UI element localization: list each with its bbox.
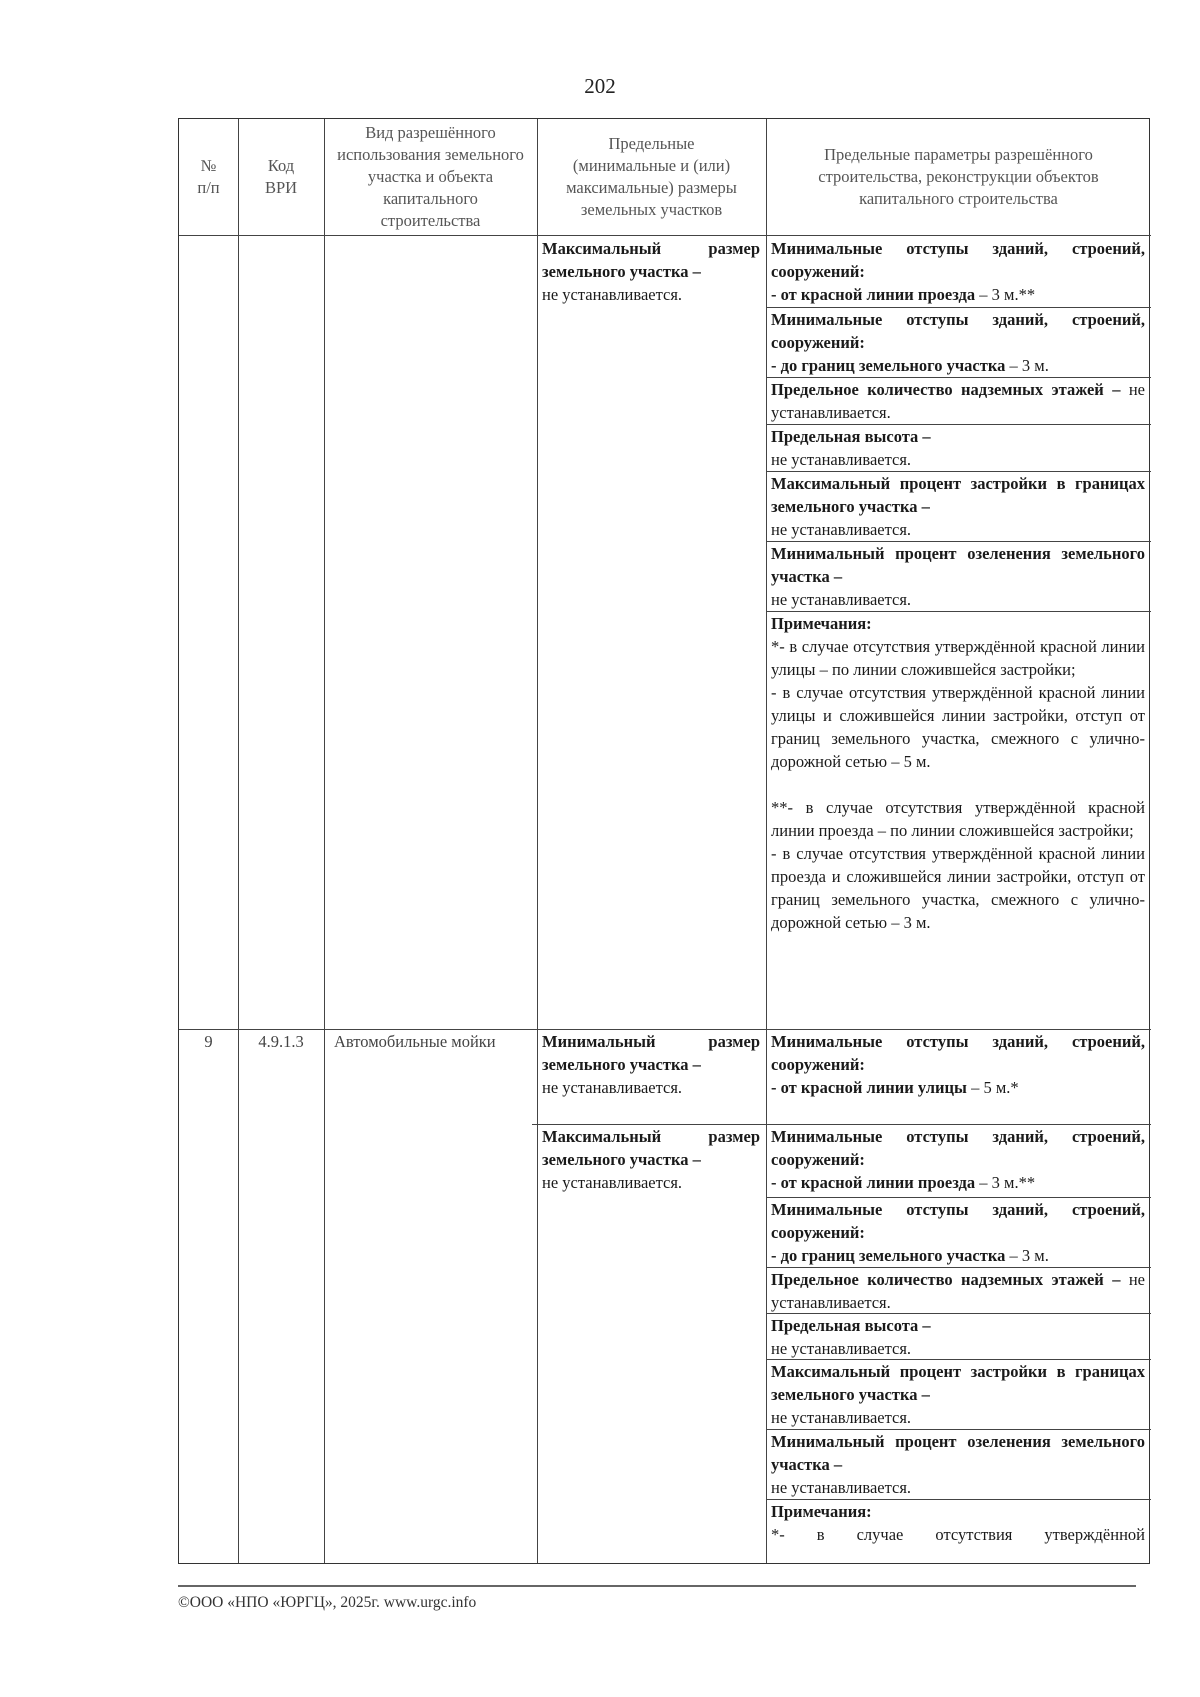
row9-num: 9	[204, 1032, 213, 1051]
regulations-table	[178, 118, 1150, 1564]
row9-notes-cell: Примечания: *- в случае отсутствия утверждённой	[771, 1502, 1145, 1544]
row9-param-indent-red-line: Минимальные отступы зданий, строений, сооружений: - от красной линии проезда – 3 м.**	[771, 1127, 1145, 1192]
footer-copyright: ©ООО «НПО «ЮРГЦ», 2025г. www.urgc.info	[178, 1594, 477, 1611]
param-indent-border: Минимальные отступы зданий, строений, сооружений: - до границ земельного участка – 3 м.	[771, 310, 1145, 375]
note-item: **- в случае отсутствия утверждённой красной линии проезда – по линии сложившейся застройки;	[771, 798, 1145, 840]
page-number: 202	[584, 74, 616, 98]
param-indent-red-line: Минимальные отступы зданий, строений, сооружений: - от красной линии проезда – 3 м.**	[771, 239, 1145, 304]
row9-code: 4.9.1.3	[258, 1032, 304, 1051]
row9-type: Автомобильные мойки	[334, 1032, 496, 1051]
header-code: Код ВРИ	[264, 156, 298, 197]
param-green-percent: Минимальный процент озеленения земельного участка – не устанавливается.	[771, 544, 1145, 609]
notes-cell: Примечания: *- в случае отсутствия утверждённой красной линии улицы – по линии сложившейся застройки; - в случае отсутствия утверждённой красной линии улицы и сложившейся линии застройки, отступ от границ земельного участка, смежного с улично-дорожной сетью – 5 м. **- в случае отсутствия утверждённой красной линии проезда – по линии сложившейся застройки; - в случае отсутствия утверждённой красной линии проезда и сложившейся линии застройки, отступ от границ земельного участка, смежного с улично-дорожной сетью – 3 м.	[771, 614, 1145, 932]
row9-min-size: Минимальный размер земельного участка – не устанавливается.	[542, 1032, 760, 1097]
row9-param-green-percent: Минимальный процент озеленения земельного участка – не устанавливается.	[771, 1432, 1145, 1497]
header-sizes: Предельные (минимальные и (или) максимальные) размеры земельных участков	[566, 134, 737, 219]
row9-param-build-percent: Максимальный процент застройки в границах земельного участка – не устанавливается.	[771, 1362, 1145, 1427]
note-item: *- в случае отсутствия утверждённой красной линии улицы – по линии сложившейся застройки;	[771, 637, 1145, 679]
note-item: - в случае отсутствия утверждённой красной линии проезда и сложившейся линии застройки, отступ от границ земельного участка, смежного с улично-дорожной сетью – 3 м.	[771, 844, 1145, 932]
note-item: - в случае отсутствия утверждённой красной линии улицы и сложившейся линии застройки, отступ от границ земельного участка, смежного с улично-дорожной сетью – 5 м.	[771, 683, 1145, 771]
row9-min-params: Минимальные отступы зданий, строений, сооружений: - от красной линии улицы – 5 м.*	[771, 1032, 1145, 1097]
param-build-percent: Максимальный процент застройки в границах земельного участка – не устанавливается.	[771, 474, 1145, 539]
param-floors: Предельное количество надземных этажей – не устанавливается.	[771, 380, 1145, 422]
header-type: Вид разрешённого использования земельного участка и объекта капитального строительства	[337, 123, 524, 230]
row9-param-height: Предельная высота – не устанавливается.	[771, 1316, 931, 1358]
param-height: Предельная высота – не устанавливается.	[771, 427, 931, 469]
row9-param-floors: Предельное количество надземных этажей – не устанавливается.	[771, 1270, 1145, 1312]
header-params: Предельные параметры разрешённого строительства, реконструкции объектов капитального строительства	[818, 145, 1099, 208]
row9-max-size: Максимальный размер земельного участка – не устанавливается.	[542, 1127, 760, 1192]
row9-param-indent-border: Минимальные отступы зданий, строений, сооружений: - до границ земельного участка – 3 м.	[771, 1200, 1145, 1265]
footer-divider	[178, 1585, 1136, 1587]
max-size-cell: Максимальный размер земельного участка – не устанавливается.	[542, 239, 760, 304]
header-num: № п/п	[197, 156, 220, 197]
